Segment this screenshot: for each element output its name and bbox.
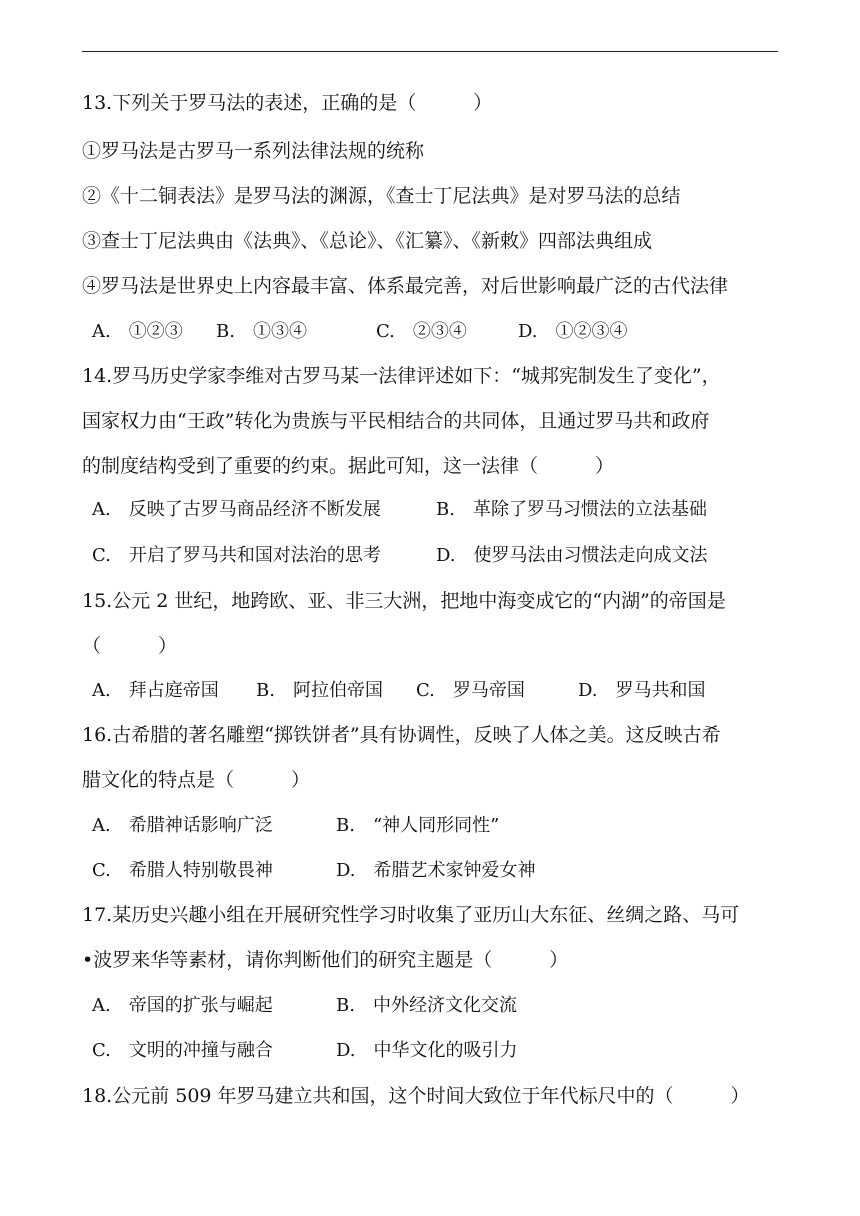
q13-option-c[interactable]: C. ②③④ [376,321,467,342]
q17-option-c[interactable]: C. 文明的冲撞与融合 [92,1040,273,1061]
q16-stem-line-2: 腊文化的特点是（ ） [82,769,311,791]
q15-option-a[interactable]: A. 拜占庭帝国 [92,680,219,701]
q16-option-b[interactable]: B. “神人同形同性” [336,815,500,836]
q16-option-c[interactable]: C. 希腊人特别敬畏神 [92,860,273,881]
q13-statement-3: ③查士丁尼法典由《法典》、《总论》、《汇纂》、《新敕》四部法典组成 [82,230,653,252]
q15-stem-line-2: （ ） [82,635,178,657]
q14-option-b[interactable]: B. 革除了罗马习惯法的立法基础 [436,499,707,520]
q17-option-b[interactable]: B. 中外经济文化交流 [336,995,517,1016]
q14-option-d[interactable]: D. 使罗马法由习惯法走向成文法 [436,545,708,566]
q16-stem-line-1: 16.古希腊的著名雕塑“掷铁饼者”具有协调性，反映了人体之美。这反映古希 [82,724,721,746]
q17-option-d[interactable]: D. 中华文化的吸引力 [336,1040,518,1061]
q14-stem-line-2: 国家权力由“王政”转化为贵族与平民相结合的共同体，且通过罗马共和政府 [82,410,710,432]
q17-stem-line-2: •波罗来华等素材，请你判断他们的研究主题是（ ） [82,949,569,971]
q15-option-c[interactable]: C. 罗马帝国 [416,680,525,701]
q14-stem-line-1: 14.罗马历史学家李维对古罗马某一法律评述如下：“城邦宪制发生了变化”， [82,365,721,387]
q13-statement-4: ④罗马法是世界史上内容最丰富、体系最完善，对后世影响最广泛的古代法律 [82,275,729,297]
q17-option-a[interactable]: A. 帝国的扩张与崛起 [92,995,273,1016]
q13-stem: 13.下列关于罗马法的表述，正确的是（ ） [82,92,493,114]
q15-option-b[interactable]: B. 阿拉伯帝国 [256,680,383,701]
q14-stem-line-3: 的制度结构受到了重要的约束。据此可知，这一法律（ ） [82,455,615,477]
q13-option-d[interactable]: D. ①②③④ [518,321,628,342]
q16-option-d[interactable]: D. 希腊艺术家钟爱女神 [336,860,536,881]
q17-stem-line-1: 17.某历史兴趣小组在开展研究性学习时收集了亚历山大东征、丝绸之路、马可 [82,904,740,926]
q16-option-a[interactable]: A. 希腊神话影响广泛 [92,815,273,836]
q13-option-a[interactable]: A. ①②③ [92,321,183,342]
header-rule [82,51,778,52]
q18-stem: 18.公元前 509 年罗马建立共和国，这个时间大致位于年代标尺中的（ ） [82,1085,750,1107]
q14-option-c[interactable]: C. 开启了罗马共和国对法治的思考 [92,545,381,566]
q13-statement-2: ②《十二铜表法》是罗马法的渊源，《查士丁尼法典》是对罗马法的总结 [82,185,681,207]
q15-stem-line-1: 15.公元 2 世纪，地跨欧、亚、非三大洲，把地中海变成它的“内湖”的帝国是 [82,590,726,612]
q13-option-b[interactable]: B. ①③④ [216,321,307,342]
q13-statement-1: ①罗马法是古罗马一系列法律法规的统称 [82,140,425,162]
q15-option-d[interactable]: D. 罗马共和国 [578,680,706,701]
q14-option-a[interactable]: A. 反映了古罗马商品经济不断发展 [92,499,381,520]
